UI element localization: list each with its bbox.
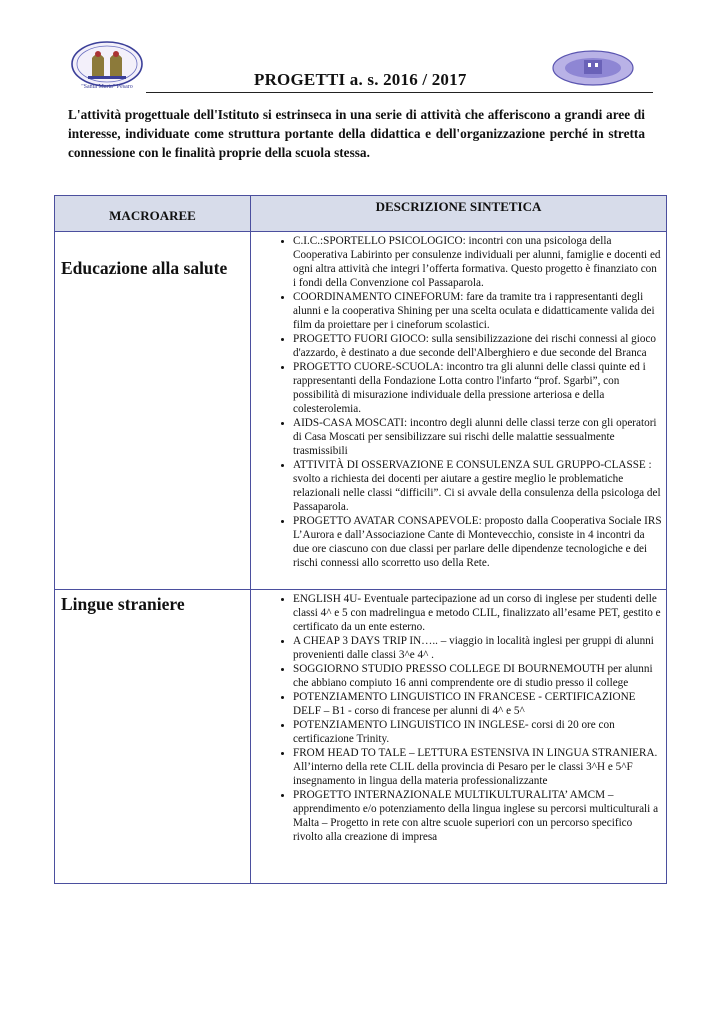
area-lingue-straniere: Lingue straniere [61,594,185,614]
area-educazione-salute: Educazione alla salute [61,258,228,278]
page-title: PROGETTI a. s. 2016 / 2017 [254,70,467,89]
list-item: • POTENZIAMENTO LINGUISTICO IN INGLESE- corsi di 20 ore con certificazione Trinity. [293,718,662,746]
list-item: • A CHEAP 3 DAYS TRIP IN….. – viaggio in località inglesi per gruppi di alunni provenienti dalle classi 3^e 4^ . [293,634,662,662]
projects-table [54,195,667,884]
list-item: • COORDINAMENTO CINEFORUM: fare da tramite tra i rappresentanti degli alunni e la cooperativa Shining per una scelta oculata e didatticamente valida dei film da proiettare per i cineforum scolastici. [293,290,662,332]
project-list-salute [251,232,666,570]
header-macroaree: MACROAREE [55,196,251,232]
table-row [55,590,667,884]
list-item: • AIDS-CASA MOSCATI: incontro degli alunni delle classi terze con gli operatori di Casa Moscati per sensibilizzare sui rischi delle malattie sessualmente trasmissibili [293,416,662,458]
logo-left-caption: "Santa Marta" Pesaro [81,84,133,90]
list-item: • SOGGIORNO STUDIO PRESSO COLLEGE DI BOURNEMOUTH per alunni che abbiano compiuto 16 anni comprendente ore di studio presso il college [293,662,662,690]
description-cell [251,590,667,884]
list-item: • C.I.C.:SPORTELLO PSICOLOGICO: incontri con una psicologa della Cooperativa Labirinto per consulenze individuali per alunni, famiglie e docenti ed ogni altra attività che integri l’offerta formativa. Questo progetto è finanziato con i fondi della Convenzione col Passaparola. [293,234,662,290]
area-cell [55,590,251,884]
list-item: • PROGETTO INTERNAZIONALE MULTIKULTURALITA’ AMCM – apprendimento e/o potenziamento della lingua inglese su percorsi multiculturali a Malta – Progetto in rete con altre scuole superiori con un percorso specifico rivolto alla creazione di impresa [293,788,662,844]
list-item: • FROM HEAD TO TALE – LETTURA ESTENSIVA IN LINGUA STRANIERA. All’interno della rete CLIL della provincia di Pesaro per le classi 3^H e 5^F insegnamento in lingua della materia professionalizzante [293,746,662,788]
area-cell [55,232,251,590]
project-list-lingue [251,590,666,844]
intro-paragraph: L'attività progettuale dell'Istituto si estrinseca in una serie di attività che afferiscono a grandi aree di interesse, individuate come struttura portante della didattica e dell'organizzazione perché in stretta connessione con le finalità proprie della scuola stessa. [68,107,645,160]
santa-marta-logo [70,40,144,92]
header-descrizione: DESCRIZIONE SINTETICA [251,196,667,232]
table-header-row [55,196,667,232]
list-item: • ATTIVITÀ DI OSSERVAZIONE E CONSULENZA SUL GRUPPO-CLASSE : svolto a richiesta dei docenti per aiutare a gestire meglio le problematiche relazionali nelle classi “difficili”. Ci si avvale della consulenza della psicologa del Passaparola. [293,458,662,514]
list-item: • PROGETTO AVATAR CONSAPEVOLE: proposto dalla Cooperativa Sociale IRS L’Aurora e dall’Associazione Cante di Montevecchio, consiste in 4 incontri da due ore ciascuno con due classi per parlare delle dipendenze tecnologiche e dei rischi connessi allo scorretto uso della Rete. [293,514,662,570]
list-item: • PROGETTO CUORE-SCUOLA: incontro tra gli alunni delle classi quinte ed i rappresentanti della Fondazione Lotta contro l'infarto “prof. Sgarbi”, con possibilità di misurazione individuale della pressione arteriosa e della colesterolemia. [293,360,662,416]
list-item: • PROGETTO FUORI GIOCO: sulla sensibilizzazione dei rischi connessi al gioco d'azzardo, è destinato a due seconde dell'Alberghiero e due seconde del Branca [293,332,662,360]
list-item: • ENGLISH 4U- Eventuale partecipazione ad un corso di inglese per studenti delle classi 4^ e 5 con madrelingua e metodo CLIL, finalizzato all’esame PET, gestito e certificato da un ente esterno. [293,592,662,634]
description-cell [251,232,667,590]
list-item: • POTENZIAMENTO LINGUISTICO IN FRANCESE - CERTIFICAZIONE DELF – B1 - corso di francese per alunni di 4^ e 5^ [293,690,662,718]
table-row [55,232,667,590]
title-rule [146,70,653,93]
